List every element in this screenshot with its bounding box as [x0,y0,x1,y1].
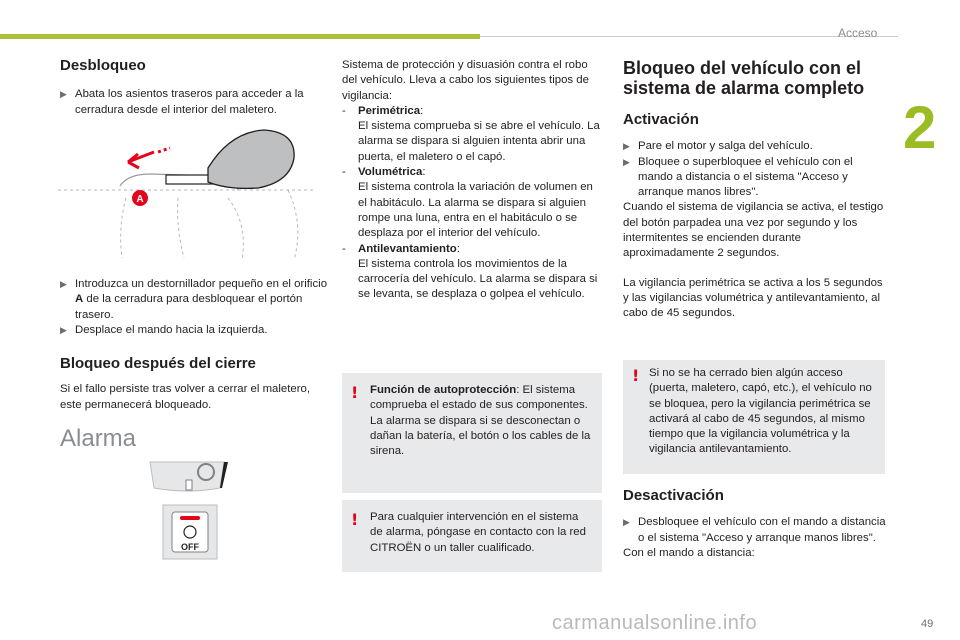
header-accent-bar [0,34,480,39]
lock-illustration [58,128,314,268]
bullet-icon: ▶ [60,324,67,335]
item-label: Perimétrica [358,104,421,117]
list-item-text: Desplace el mando hacia la izquierda. [75,323,268,336]
item-text: El sistema comprueba si se abre el vehículo. La alarma se dispara si alguien intenta abrir una puerta, el maletero o el capó. [358,120,600,163]
column-left [60,58,330,118]
note-bold: Función de autoprotección [370,384,517,396]
column-right-lower [623,488,887,561]
list-item-text: Abata los asientos traseros para acceder a la cerradura desde el interior del maletero. [75,88,304,116]
main-heading: Bloqueo del vehículo con el sistema de alarma completo [623,58,865,98]
list-item [623,515,887,546]
section-label: Acceso [838,26,878,40]
list-item-text: de la cerradura para desbloquear el portón trasero. [75,293,303,321]
activacion-heading: Activación [623,111,699,128]
alarm-intro: Sistema de protección y disuasión contra el robo del vehículo. Lleva a cabo los siguientes tipos de vigilancia: [342,59,589,102]
list-item-text: Bloquee o superbloquee el vehículo con el mando a distancia o el sistema "Acceso y arranque manos libres". [638,155,853,199]
off-label: OFF [181,542,199,552]
desactivacion-heading: Desactivación [623,487,724,504]
desactivacion-text: Con el mando a distancia: [623,546,755,559]
list-item: - Antilevantamiento: El sistema controla los movimientos de la carrocería del vehículo. La alarma se dispara si se levanta, se desplaza o golpea el vehículo. [342,242,598,301]
bullet-icon: ▶ [60,89,67,100]
bullet-icon: ▶ [623,156,630,167]
note-text: Si no se ha cerrado bien algún acceso (puerta, maletero, capó, etc.), el vehículo no se bloquea, pero la vigilancia perimétrica se activará al cabo de 45 segundos, al mismo tiempo que la vigilancia volumétrica y la vigilancia antilevantamiento. [649,367,872,456]
bloqueo-text: Si el fallo persiste tras volver a cerrar el maletero, este permanecerá bloqueado. [60,383,311,411]
note-autoproteccion [342,373,602,493]
bullet-icon: ▶ [623,141,630,152]
watermark: carmanualsonline.info [552,612,758,634]
list-item [60,87,330,118]
list-item-text: Introduzca un destornillador pequeño en el orificio [75,278,328,290]
alarma-heading: Alarma [60,425,137,453]
list-item [623,155,887,201]
ceiling-console-icon [148,458,228,494]
note-text: Para cualquier intervención en el sistema de alarma, póngase en contacto con la red CITROËN o un taller cualificado. [370,511,586,554]
list-item-bold: A [75,293,84,306]
callout-label: A [136,194,144,205]
item-text: El sistema controla la variación de volumen en el habitáculo. La alarma se dispara si alguien rompe una luna, entra en el habitáculo o se desplaza por el interior del vehículo. [358,181,593,240]
list-item-text: Pare el motor y salga del vehículo. [638,140,813,153]
chapter-number: 2 [903,94,937,161]
column-middle [342,58,604,303]
item-label: Antilevantamiento [358,242,457,255]
note-intervencion [342,500,602,572]
bullet-icon: ▶ [623,517,630,528]
item-label: Volumétrica [358,166,423,179]
list-item [60,323,330,338]
activacion-text: Cuando el sistema de vigilancia se activa, el testigo del botón parpadea una vez por segundo y los intermitentes se encienden durante aproximadamente 2 segundos. [623,201,884,260]
note-acceso [623,360,885,474]
warning-icon: ! [632,366,640,385]
desbloqueo-heading: Desbloqueo [60,57,146,74]
list-item-text: Desbloquee el vehículo con el mando a distancia o el sistema "Acceso y arranque manos libres". [638,516,886,544]
list-item: - Volumétrica: El sistema controla la variación de volumen en el habitáculo. La alarma se dispara si alguien rompe una luna, entra en el habitáculo o se desplaza por el interior del vehículo. [342,166,593,240]
column-left-lower [60,277,330,453]
column-right [623,58,887,322]
activacion-text-2: La vigilancia perimétrica se activa a los 5 segundos y las vigilancias volumétrica y antilevantamiento, al cabo de 45 segundos. [623,276,883,320]
page-number: 49 [921,618,934,630]
list-item [623,139,887,154]
list-item: - Perimétrica: El sistema comprueba si se abre el vehículo. La alarma se dispara si alguien intenta abrir una puerta, el maletero o el capó. [342,104,600,163]
bullet-icon: ▶ [60,279,67,289]
header-rule [480,36,898,37]
note-text: : El sistema comprueba el estado de sus componentes. La alarma se dispara si se desconectan o dañan la batería, el botón o los cables de la sirena. [370,384,591,458]
warning-icon: ! [351,510,359,529]
item-text: El sistema controla los movimientos de la carrocería del vehículo. La alarma se dispara si se levanta, se desplaza o golpea el vehículo. [358,257,598,301]
alarm-button-icon [162,504,218,560]
list-item [60,277,330,323]
warning-icon: ! [351,383,359,402]
bloqueo-heading: Bloqueo después del cierre [60,355,256,373]
